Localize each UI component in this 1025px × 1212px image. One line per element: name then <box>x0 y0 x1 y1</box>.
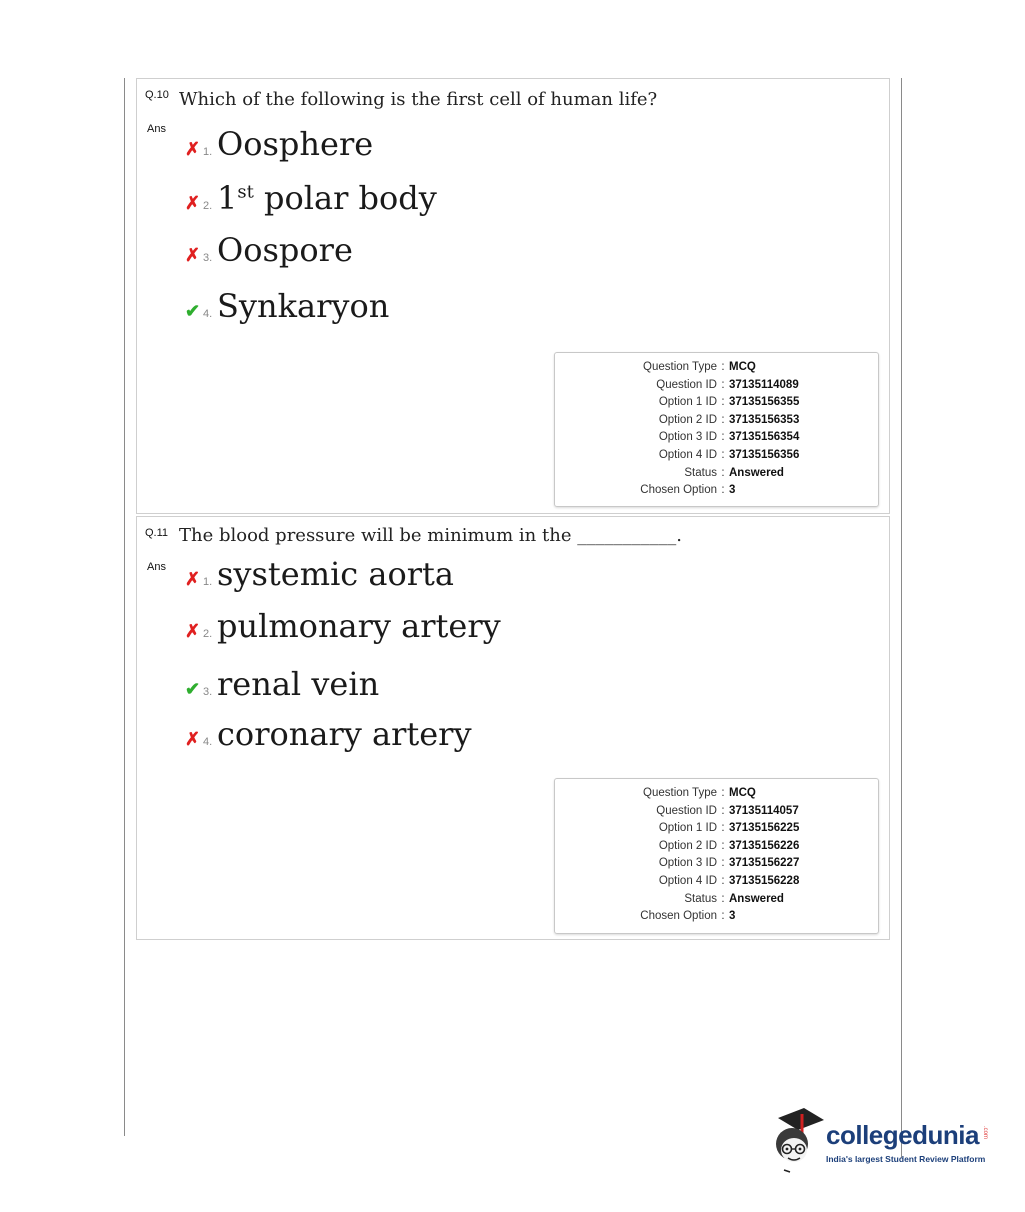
info-row-option-4-id: Option 4 ID : 37135156228 <box>658 874 800 887</box>
option-text: renal vein <box>217 665 380 703</box>
wrong-mark-icon: ✗ <box>185 193 201 213</box>
option-number: 3. <box>203 252 213 264</box>
option-1 <box>185 555 454 593</box>
info-row-option-1-id: Option 1 ID : 37135156225 <box>658 822 800 835</box>
option-number: 1. <box>203 576 213 588</box>
info-row-status: Status : Answered <box>684 466 784 479</box>
info-row-option-2-id: Option 2 ID : 37135156226 <box>658 839 800 852</box>
option-text: Synkaryon <box>217 287 390 325</box>
option-number: 1. <box>203 146 213 158</box>
answer-label: Ans <box>147 561 166 573</box>
info-row-chosen-option: Chosen Option : 3 <box>640 484 736 497</box>
option-text: systemic aorta <box>217 555 454 593</box>
wrong-mark-icon: ✗ <box>185 729 201 749</box>
wrong-mark-icon: ✗ <box>185 245 201 265</box>
info-row-chosen-option: Chosen Option : 3 <box>640 910 736 923</box>
option-text: Oosphere <box>217 125 374 163</box>
option-number: 2. <box>203 200 213 212</box>
page-left-rule <box>124 78 125 1136</box>
option-text: pulmonary artery <box>217 607 501 645</box>
answer-label: Ans <box>147 123 166 135</box>
wrong-mark-icon: ✗ <box>185 621 201 641</box>
option-2 <box>185 179 437 217</box>
info-row-status: Status : Answered <box>684 892 784 905</box>
option-3 <box>185 665 379 703</box>
option-3 <box>185 231 353 269</box>
option-number: 3. <box>203 686 213 698</box>
question-block-11 <box>136 516 890 940</box>
brand-dotcom: .com <box>982 1126 988 1140</box>
question-info-panel <box>554 778 879 934</box>
check-mark-icon: ✔ <box>185 679 201 699</box>
question-block-10 <box>136 78 890 514</box>
option-text: 1st polar body <box>217 179 437 217</box>
option-4 <box>185 715 472 753</box>
info-row-question-id: Question ID : 37135114057 <box>656 804 799 817</box>
brand-name: collegedunia <box>826 1120 979 1150</box>
question-number: Q.11 <box>145 527 169 539</box>
info-row-option-3-id: Option 3 ID : 37135156354 <box>658 431 800 444</box>
brand-tagline: India's largest Student Review Platform <box>826 1154 986 1164</box>
question-number: Q.10 <box>145 89 169 101</box>
wrong-mark-icon: ✗ <box>185 139 201 159</box>
option-2 <box>185 607 501 645</box>
option-4 <box>185 287 389 325</box>
option-number: 2. <box>203 628 213 640</box>
mascot-icon <box>768 1104 824 1174</box>
page-right-rule <box>901 78 902 1158</box>
info-row-option-3-id: Option 3 ID : 37135156227 <box>658 857 800 870</box>
info-row-option-4-id: Option 4 ID : 37135156356 <box>658 448 800 461</box>
wrong-mark-icon: ✗ <box>185 569 201 589</box>
question-info-panel <box>554 352 879 507</box>
option-number: 4. <box>203 736 213 748</box>
option-text: coronary artery <box>217 715 472 753</box>
question-text: Which of the following is the first cell of human life? <box>179 89 658 110</box>
collegedunia-logo <box>768 1104 998 1174</box>
check-mark-icon: ✔ <box>185 301 201 321</box>
info-row-question-type: Question Type : MCQ <box>643 787 756 799</box>
info-row-option-2-id: Option 2 ID : 37135156353 <box>658 413 800 426</box>
option-number: 4. <box>203 308 213 320</box>
info-row-question-id: Question ID : 37135114089 <box>656 378 799 391</box>
option-1 <box>185 125 373 163</box>
info-row-question-type: Question Type : MCQ <box>643 361 756 373</box>
question-text: The blood pressure will be minimum in the ___________. <box>179 525 682 546</box>
option-text: Oospore <box>217 231 353 269</box>
info-row-option-1-id: Option 1 ID : 37135156355 <box>658 396 800 409</box>
